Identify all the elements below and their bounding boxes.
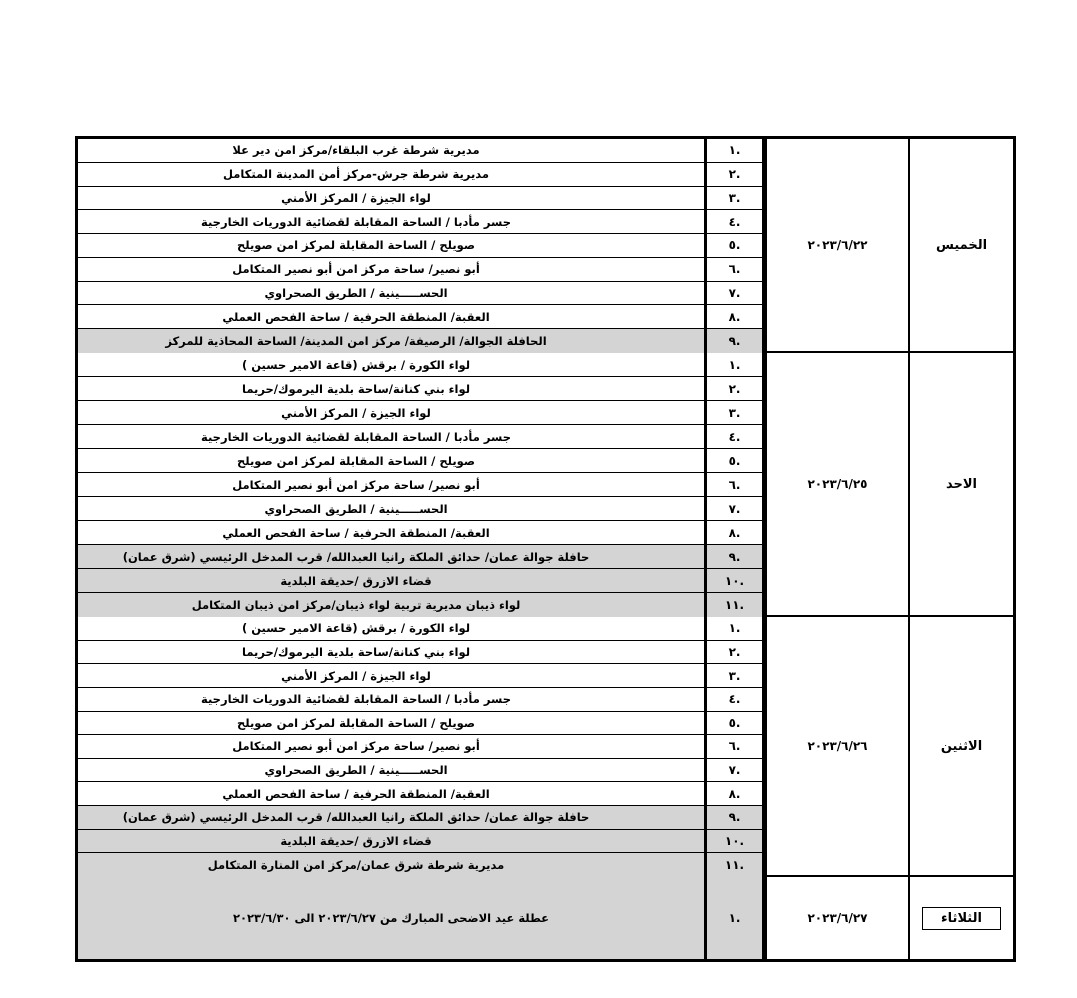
table-row: [78, 187, 765, 211]
row-number: .٨: [704, 305, 765, 328]
table-row: [78, 521, 765, 545]
location-text: لواء الجيزة / المركز الأمني: [281, 668, 431, 683]
location-text: قضاء الازرق /حديقة البلدية: [78, 569, 704, 592]
table-row: [78, 664, 765, 688]
location-text: أبو نصير/ ساحة مركز امن أبو نصير المتكامل: [232, 739, 480, 754]
location-rows: [78, 353, 765, 615]
location-text: الحســـــينية / الطريق الصحراوي: [264, 286, 448, 301]
row-number: .٥: [704, 449, 765, 472]
table-row: [78, 353, 765, 377]
table-row: [78, 853, 765, 877]
table-row: [78, 425, 765, 449]
row-number: .٦: [704, 735, 765, 758]
date-cell: ٢٠٢٣/٦/٢٧: [765, 877, 908, 959]
location-text: العقبة/ المنطقة الحرفية / ساحة الفحص العملي: [222, 309, 490, 324]
row-number: .٥: [704, 712, 765, 735]
location-text: العقبة/ المنطقة الحرفية / ساحة الفحص العملي: [222, 786, 490, 801]
row-number: .٩: [704, 806, 765, 829]
table-row: [78, 234, 765, 258]
location-text: الحافلة الجوالة/ الرصيفة/ مركز امن المدينة/ الساحة المحاذية للمركز: [78, 329, 704, 353]
location-text: الحســـــينية / الطريق الصحراوي: [264, 763, 448, 778]
table-row: [78, 641, 765, 665]
location-text: لواء الجيزة / المركز الأمني: [281, 190, 431, 205]
day-name: الاثنين: [940, 738, 983, 754]
location-text: صويلح / الساحة المقابلة لمركز امن صويلح: [237, 453, 475, 468]
table-row: [78, 593, 765, 617]
row-number: .١: [704, 139, 765, 162]
row-number: .١٠: [704, 830, 765, 853]
table-row: [78, 377, 765, 401]
location-rows: [78, 617, 765, 875]
row-number: .٨: [704, 782, 765, 805]
row-number: .٨: [704, 521, 765, 544]
location-text: لواء الكورة / برقش (قاعة الامير حسين ): [241, 357, 471, 372]
location-text: لواء بني كنانة/ساحة بلدية اليرموك/حريما: [242, 381, 471, 396]
location-text: جسر مأدبا / الساحة المقابلة لقضائية الدوريات الخارجية: [201, 692, 511, 707]
day-name: الخميس: [935, 237, 988, 253]
day-cell: [908, 353, 1013, 615]
row-number: .٩: [704, 329, 765, 353]
table-row: [78, 329, 765, 353]
table-row: [78, 473, 765, 497]
row-number: .١: [704, 617, 765, 640]
row-number: .٢: [704, 377, 765, 400]
day-name: الثلاثاء: [922, 907, 1001, 930]
day-cell: [908, 139, 1013, 351]
location-text: لواء ذيبان مديرية تربية لواء ذيبان/مركز امن ذيبان المتكامل: [78, 593, 704, 617]
row-number: .٧: [704, 759, 765, 782]
table-row: [78, 210, 765, 234]
row-number: .٣: [704, 401, 765, 424]
row-number: .١١: [704, 593, 765, 617]
date-cell: ٢٠٢٣/٦/٢٥: [765, 353, 908, 615]
location-text: الحســـــينية / الطريق الصحراوي: [264, 501, 448, 516]
location-rows: [78, 877, 765, 959]
location-text: مديرية شرطة جرش-مركز أمن المدينة المتكامل: [222, 167, 490, 182]
day-cell: [908, 617, 1013, 875]
table-row: [78, 830, 765, 854]
row-number: .١: [704, 877, 765, 959]
location-text: لواء بني كنانة/ساحة بلدية اليرموك/حريما: [242, 644, 471, 659]
row-number: .٤: [704, 425, 765, 448]
location-text: صويلح / الساحة المقابلة لمركز امن صويلح: [237, 715, 475, 730]
location-text: مديرية شرطة شرق عمان/مركز امن المنارة المتكامل: [78, 853, 704, 877]
table-row: [78, 163, 765, 187]
table-row: [78, 401, 765, 425]
table-row: [78, 782, 765, 806]
row-number: .٦: [704, 258, 765, 281]
location-text: حافلة جوالة عمان/ حدائق الملكة رانيا العبدالله/ قرب المدخل الرئيسي (شرق عمان): [78, 806, 704, 829]
table-row: [78, 712, 765, 736]
location-text: عطلة عيد الاضحى المبارك من ٢٠٢٣/٦/٢٧ الى ٢٠٢٣/٦/٣٠: [78, 877, 704, 959]
table-row: [78, 688, 765, 712]
location-text: لواء الكورة / برقش (قاعة الامير حسين ): [241, 621, 471, 636]
date-cell: ٢٠٢٣/٦/٢٦: [765, 617, 908, 875]
table-row: [78, 735, 765, 759]
day-group: [78, 617, 1013, 877]
table-row: [78, 545, 765, 569]
table-row: [78, 282, 765, 306]
location-text: صويلح / الساحة المقابلة لمركز امن صويلح: [237, 238, 475, 253]
location-text: لواء الجيزة / المركز الأمني: [281, 405, 431, 420]
table-row: [78, 449, 765, 473]
row-number: .٣: [704, 664, 765, 687]
row-number: .١١: [704, 853, 765, 877]
location-text: حافلة جوالة عمان/ حدائق الملكة رانيا العبدالله/ قرب المدخل الرئيسي (شرق عمان): [78, 545, 704, 568]
row-number: .٣: [704, 187, 765, 210]
table-row: [78, 806, 765, 830]
table-row: [78, 497, 765, 521]
location-rows: [78, 139, 765, 351]
row-number: .٢: [704, 641, 765, 664]
day-cell: [908, 877, 1013, 959]
table-row: [78, 305, 765, 329]
row-number: .٦: [704, 473, 765, 496]
location-text: جسر مأدبا / الساحة المقابلة لقضائية الدوريات الخارجية: [201, 214, 511, 229]
location-text: مديرية شرطة غرب البلقاء/مركز امن دير علا: [232, 143, 480, 158]
row-number: .١٠: [704, 569, 765, 592]
location-text: العقبة/ المنطقة الحرفية / ساحة الفحص العملي: [222, 525, 490, 540]
table-row: [78, 617, 765, 641]
row-number: .٤: [704, 688, 765, 711]
row-number: .٧: [704, 282, 765, 305]
table-row: [78, 139, 765, 163]
row-number: .٢: [704, 163, 765, 186]
location-text: أبو نصير/ ساحة مركز امن أبو نصير المتكامل: [232, 262, 480, 277]
row-number: .٧: [704, 497, 765, 520]
row-number: .٩: [704, 545, 765, 568]
location-text: جسر مأدبا / الساحة المقابلة لقضائية الدوريات الخارجية: [201, 429, 511, 444]
date-cell: ٢٠٢٣/٦/٢٢: [765, 139, 908, 351]
row-number: .١: [704, 353, 765, 376]
table-row: [78, 877, 765, 959]
location-text: قضاء الازرق /حديقة البلدية: [78, 830, 704, 853]
day-group: [78, 139, 1013, 353]
table-row: [78, 759, 765, 783]
row-number: .٤: [704, 210, 765, 233]
table-row: [78, 258, 765, 282]
row-number: .٥: [704, 234, 765, 257]
schedule-table: [75, 136, 1016, 962]
table-row: [78, 569, 765, 593]
day-group: [78, 877, 1013, 959]
day-name: الاحد: [945, 476, 977, 492]
day-group: [78, 353, 1013, 617]
location-text: أبو نصير/ ساحة مركز امن أبو نصير المتكامل: [232, 477, 480, 492]
